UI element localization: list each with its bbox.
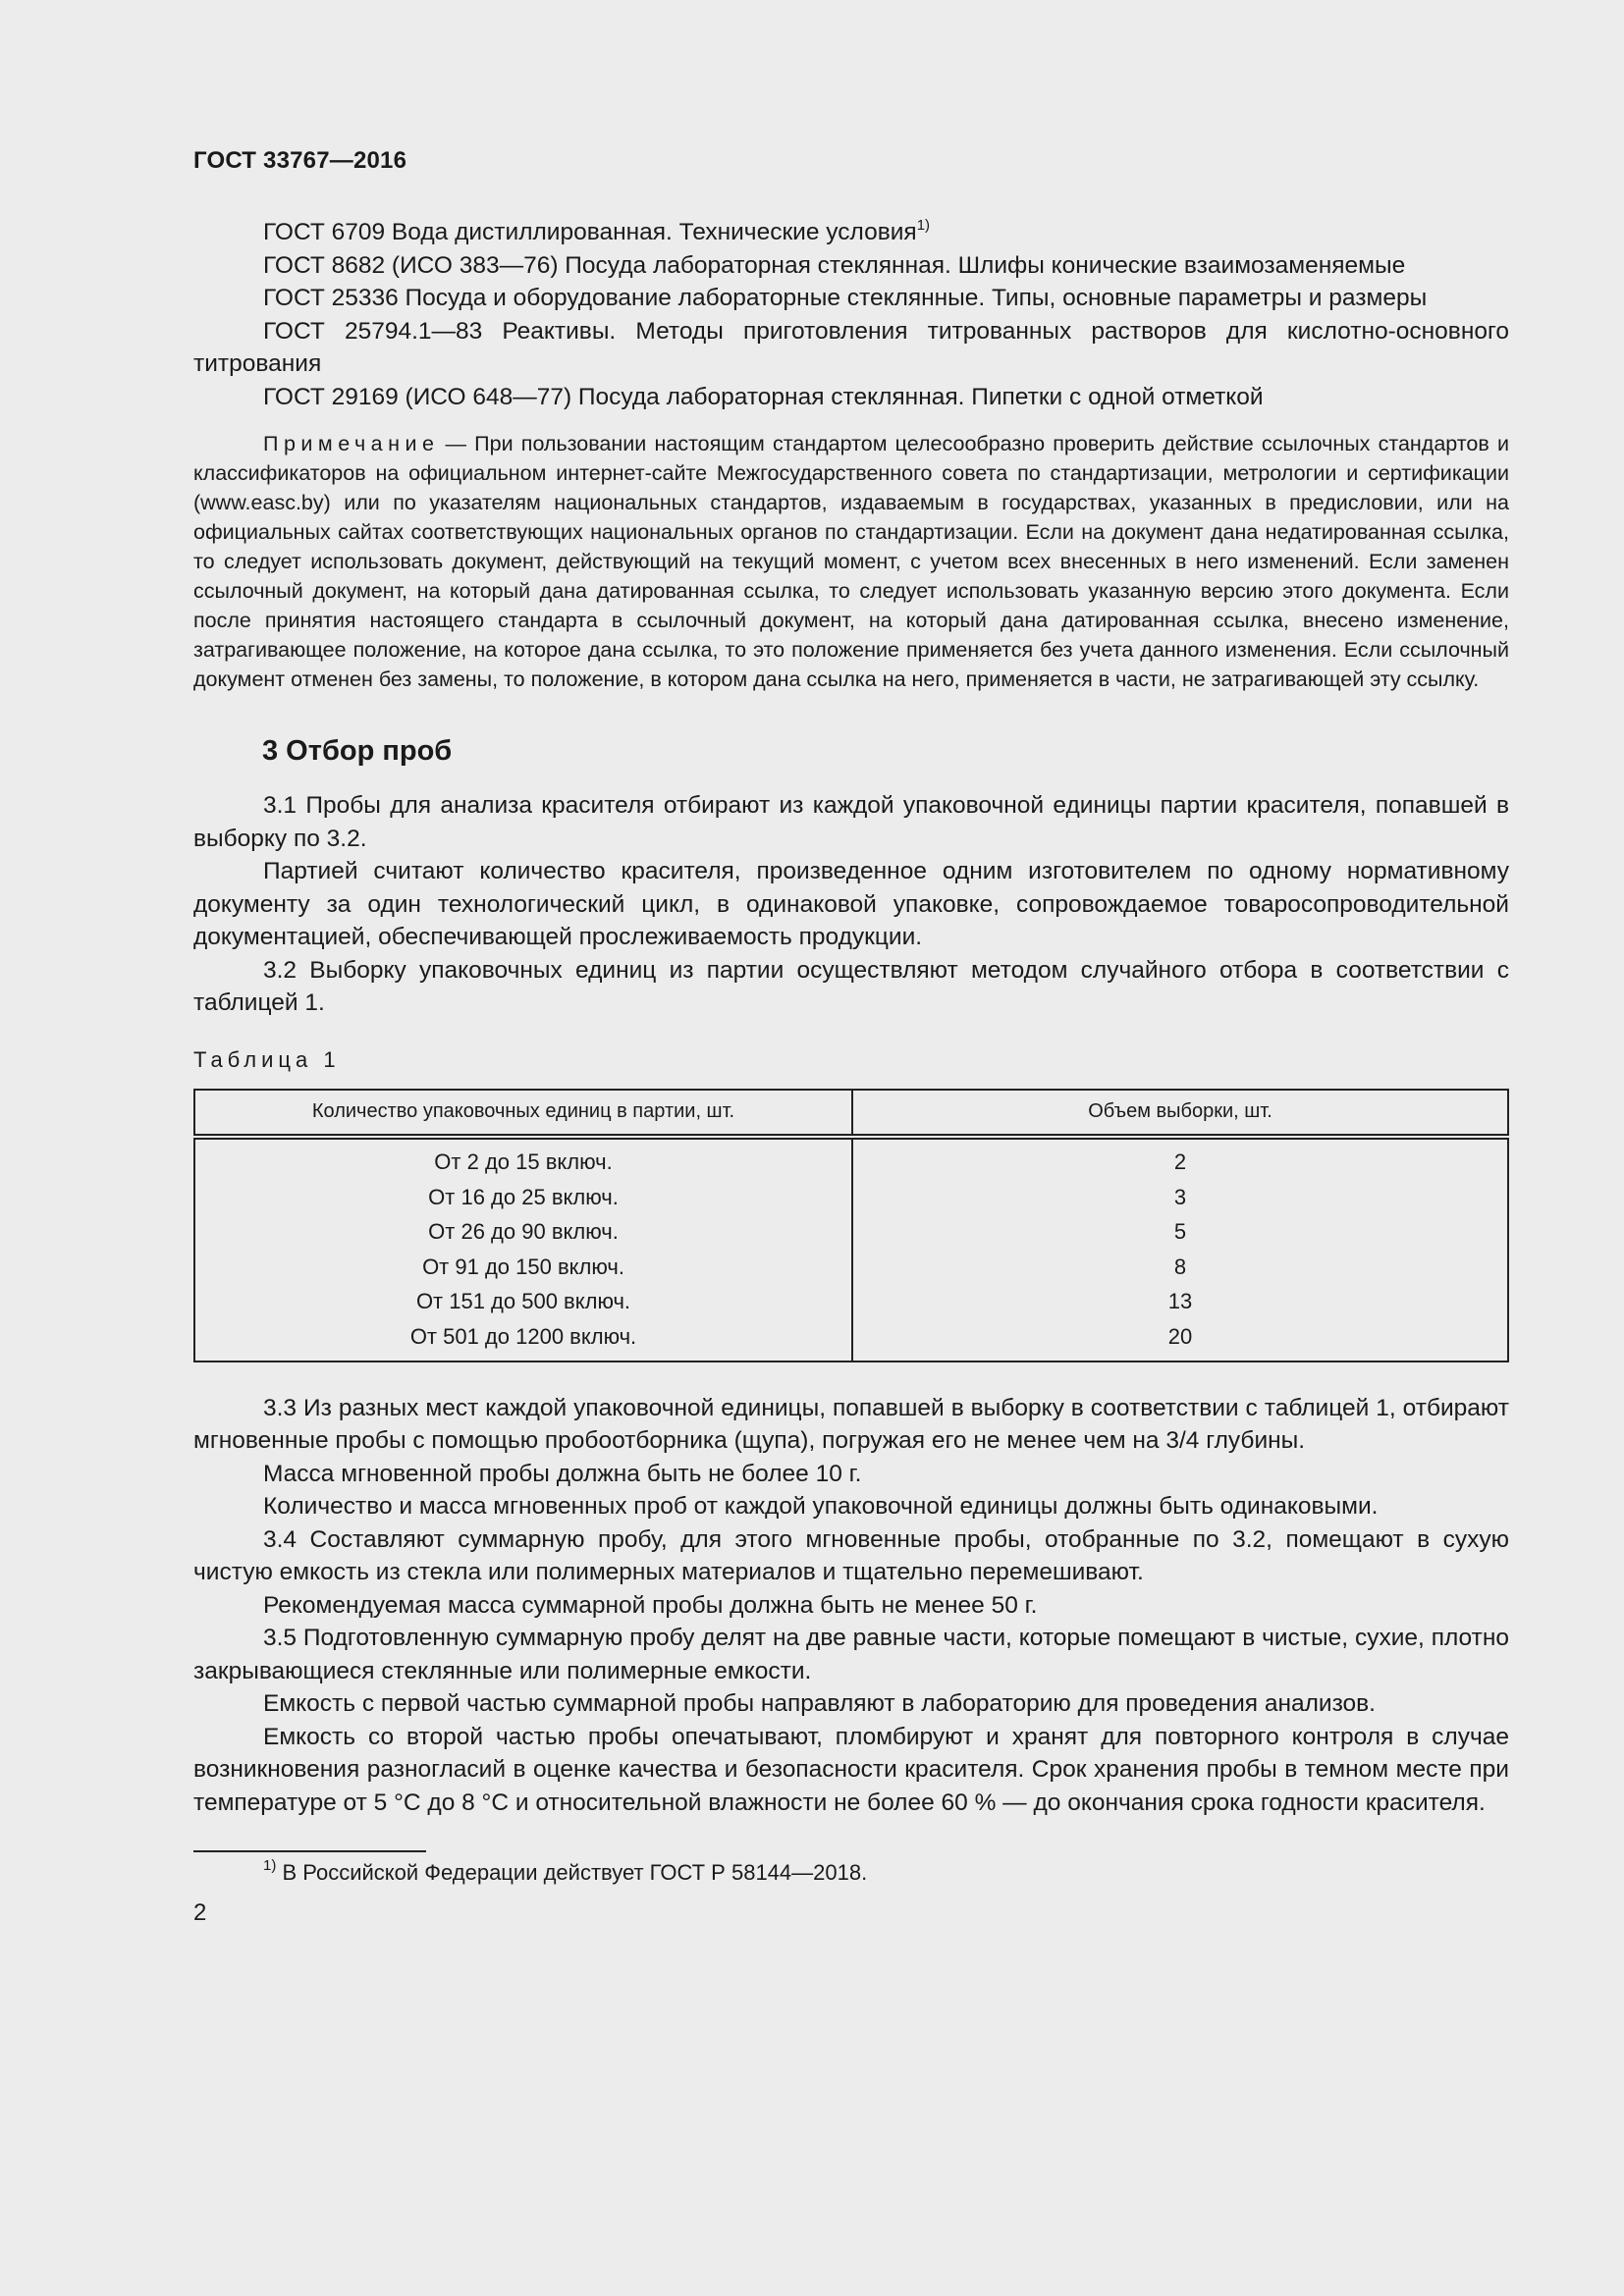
reference-item xyxy=(193,216,1509,249)
paragraph: Масса мгновенной пробы должна быть не более 10 г. xyxy=(263,1460,862,1487)
document-page xyxy=(193,147,1509,1927)
paragraph: 3.1 Пробы для анализа красителя отбирают из каждой упаковочной единицы партии красителя, попавшей в выборку по 3.2. xyxy=(193,792,1509,852)
note-label: Примечание xyxy=(263,432,440,455)
paragraph: Количество и масса мгновенных проб от каждой упаковочной единицы должны быть одинаковыми. xyxy=(263,1493,1379,1520)
footnote xyxy=(193,1858,1509,1888)
paragraph: Партией считают количество красителя, произведенное одним изготовителем по одному нормативному документу за один технологический цикл, в одинаковой упаковке, сопровождаемое товаросопроводительной документацией, обеспечивающей прослеживаемость продукции. xyxy=(193,858,1509,950)
table-row xyxy=(194,1215,1508,1251)
sample-size-cell: 20 xyxy=(852,1319,1508,1362)
sample-size-table xyxy=(193,1089,1509,1362)
lot-size-cell: От 26 до 90 включ. xyxy=(428,1219,619,1245)
page-header: ГОСТ 33767—2016 xyxy=(193,147,407,174)
table-row xyxy=(194,1250,1508,1285)
note-text: При пользовании настоящим стандартом целесообразно проверить действие ссылочных стандартов и классификаторов на официальном интернет-сайте Межгосударственного совета по стандартизации, метрологии и сертификации (www.easc.by) или по указателям национальных стандартов, издаваемым в государствах, указанных в предисловии, или на официальных сайтах соответствующих национальных органов по стандартизации. Если на документ дана недатированная ссылка, то следует использовать документ, действующий на текущий момент, с учетом всех внесенных в него изменений. Если заменен ссылочный документ, на который дана датированная ссылка, то следует использовать указанную версию этого документа. Если после принятия настоящего стандарта в ссылочный документ, на который дана датированная ссылка, внесено изменение, затрагивающее положение, на которое дана ссылка, то это положение применяется без учета данного изменения. Если ссылочный документ отменен без замены, то положение, в котором дана ссылка на него, применяется в части, не затрагивающей эту ссылку. xyxy=(193,432,1509,691)
table-header-row xyxy=(194,1090,1508,1137)
note xyxy=(193,429,1509,694)
lot-size-cell: От 2 до 15 включ. xyxy=(434,1149,613,1175)
reference-item: ГОСТ 25794.1—83 Реактивы. Методы приготовления титрованных растворов для кислотно-основного титрования xyxy=(193,317,1509,377)
section-title: 3 Отбор проб xyxy=(262,735,453,767)
footnote-text: В Российской Федерации действует ГОСТ Р 58144—2018. xyxy=(282,1860,868,1885)
reference-item: ГОСТ 8682 (ИСО 383—76) Посуда лабораторная стеклянная. Шлифы конические взаимозаменяемые xyxy=(263,251,1406,279)
sample-size-cell: 13 xyxy=(852,1285,1508,1320)
section-body xyxy=(193,1392,1509,1820)
table-caption: Таблица 1 xyxy=(193,1046,341,1072)
normative-references xyxy=(193,216,1509,413)
note-dash: — xyxy=(445,432,466,455)
footnote-ref[interactable]: 1) xyxy=(916,217,931,234)
paragraph: 3.3 Из разных мест каждой упаковочной единицы, попавшей в выборку в соответствии с таблицей 1, отбирают мгновенные пробы с помощью пробоотборника (щупа), погружая его не менее чем на 3/4 глубины. xyxy=(193,1394,1509,1454)
sample-size-cell: 8 xyxy=(852,1250,1508,1285)
sample-size-cell: 3 xyxy=(852,1180,1508,1215)
sample-size-cell: 5 xyxy=(852,1215,1508,1251)
reference-item: ГОСТ 25336 Посуда и оборудование лабораторные стеклянные. Типы, основные параметры и размеры xyxy=(263,285,1428,311)
footnote-separator xyxy=(193,1850,426,1852)
reference-item: ГОСТ 29169 (ИСО 648—77) Посуда лабораторная стеклянная. Пипетки с одной отметкой xyxy=(263,383,1264,410)
footnote-mark: 1) xyxy=(263,1857,277,1874)
paragraph: Емкость со второй частью пробы опечатывают, пломбируют и хранят для повторного контроля в случае возникновения разногласий в оценке качества и безопасности красителя. Срок хранения пробы в темном месте при температуре от 5 °С до 8 °С и относительной влажности не более 60 % — до окончания срока годности красителя. xyxy=(193,1723,1509,1816)
lot-size-cell: От 501 до 1200 включ. xyxy=(409,1323,637,1349)
paragraph: 3.2 Выборку упаковочных единиц из партии осуществляют методом случайного отбора в соответствии с таблицей 1. xyxy=(193,956,1509,1016)
column-header-sample-size: Объем выборки, шт. xyxy=(852,1090,1508,1137)
lot-size-cell: От 16 до 25 включ. xyxy=(428,1184,619,1209)
table-row xyxy=(194,1319,1508,1362)
table-row xyxy=(194,1180,1508,1215)
lot-size-cell: От 151 до 500 включ. xyxy=(415,1289,631,1314)
table-row xyxy=(194,1285,1508,1320)
reference-text: ГОСТ 6709 Вода дистиллированная. Технические условия xyxy=(263,219,917,245)
sample-size-cell: 2 xyxy=(852,1137,1508,1181)
paragraph: 3.4 Составляют суммарную пробу, для этого мгновенные пробы, отобранные по 3.2, помещают в сухую чистую емкость из стекла или полимерных материалов и тщательно перемешивают. xyxy=(193,1525,1509,1585)
column-header-lot-size: Количество упаковочных единиц в партии, шт. xyxy=(194,1090,852,1137)
paragraph: Рекомендуемая масса суммарной пробы должна быть не менее 50 г. xyxy=(263,1591,1038,1619)
paragraph: 3.5 Подготовленную суммарную пробу делят на две равные части, которые помещают в чистые, сухие, плотно закрывающиеся стеклянные или полимерные емкости. xyxy=(193,1625,1509,1684)
table-row xyxy=(194,1137,1508,1181)
lot-size-cell: От 91 до 150 включ. xyxy=(422,1254,624,1279)
paragraph: Емкость с первой частью суммарной пробы направляют в лабораторию для проведения анализов. xyxy=(263,1690,1376,1717)
page-number: 2 xyxy=(193,1899,207,1926)
